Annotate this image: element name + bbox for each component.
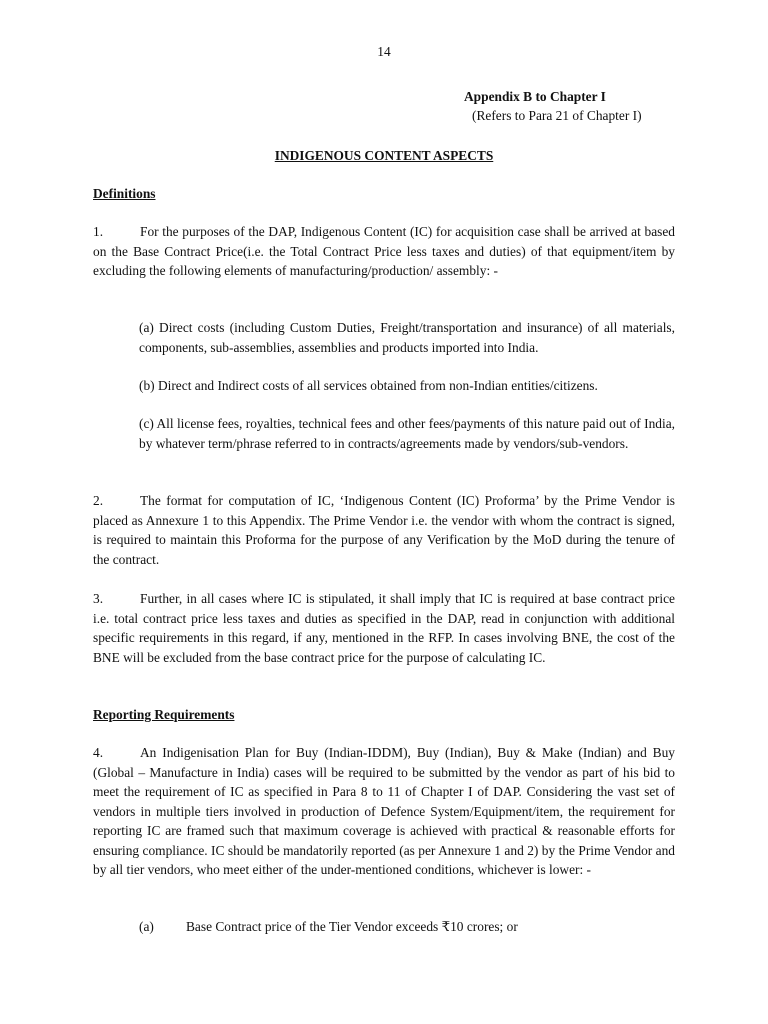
- appendix-reference: (Refers to Para 21 of Chapter I): [472, 108, 642, 123]
- paragraph-number: 2.: [93, 493, 104, 508]
- paragraph-number: 4.: [93, 745, 104, 760]
- paragraph-4a: [139, 917, 518, 937]
- paragraph-text: The format for computation of IC, ‘Indigenous Content (IC) Proforma’ by the Prime Vendor is placed as Annexure 1 to this Appendix. The Prime Vendor i.e. the vendor with whom the contract is signed, is required to maintain this Proforma for the purpose of any Verification by the MoD during the tenure of the contract.: [93, 493, 675, 567]
- paragraph-2: [93, 491, 675, 569]
- paragraph-1b: (b) Direct and Indirect costs of all services obtained from non-Indian entities/citizens.: [139, 378, 598, 393]
- appendix-title: Appendix B to Chapter I: [464, 89, 606, 104]
- section-heading-definitions: Definitions: [93, 186, 156, 201]
- paragraph-1c: (c) All license fees, royalties, technical fees and other fees/payments of this nature paid out of India, by whatever term/phrase referred to in contracts/agreements made by vendors/sub-vendors.: [139, 416, 675, 451]
- document-heading: INDIGENOUS CONTENT ASPECTS: [274, 148, 494, 163]
- item-text: Base Contract price of the Tier Vendor exceeds ₹10 crores; or: [186, 919, 518, 934]
- paragraph-text: An Indigenisation Plan for Buy (Indian-IDDM), Buy (Indian), Buy & Make (Indian) and Buy (Global – Manufacture in India) cases will be required to be submitted by the vendor as part of his bid to meet the requirement of IC as specified in Para 8 to 11 of Chapter I of DAP. Considering the vast set of vendors in multiple tiers involved in production of Defence System/Equipment/item, the requirement for reporting IC are framed such that maximum coverage is achieved with practical & reasonable efforts for ensuring compliance. IC should be mandatorily reported (as per Annexure 1 and 2) by the Prime Vendor and by all tier vendors, who meet either of the under-mentioned conditions, whichever is lower: -: [93, 745, 675, 877]
- paragraph-number: 3.: [93, 591, 104, 606]
- paragraph-text: Further, in all cases where IC is stipulated, it shall imply that IC is required at base contract price i.e. total contract price less taxes and duties as specified in the DAP, read in conjunction with additional specific requirements in this regard, if any, mentioned in the RFP. In cases involving BNE, the cost of the BNE will be excluded from the base contract price for the purpose of calculating IC.: [93, 591, 675, 665]
- paragraph-number: 1.: [93, 224, 104, 239]
- page-number: 14: [377, 44, 391, 59]
- paragraph-1: [93, 222, 675, 281]
- paragraph-text: For the purposes of the DAP, Indigenous Content (IC) for acquisition case shall be arrived at based on the Base Contract Price(i.e. the Total Contract Price less taxes and duties) of that equipment/item by excluding the following elements of manufacturing/production/ assembly: -: [93, 224, 675, 278]
- section-heading-reporting: Reporting Requirements: [93, 707, 235, 722]
- paragraph-4: [93, 743, 675, 880]
- paragraph-1a: (a) Direct costs (including Custom Duties, Freight/transportation and insurance) of all materials, components, sub-assemblies, assemblies and products imported into India.: [139, 320, 675, 355]
- paragraph-3: [93, 589, 675, 667]
- item-label: (a): [139, 919, 154, 934]
